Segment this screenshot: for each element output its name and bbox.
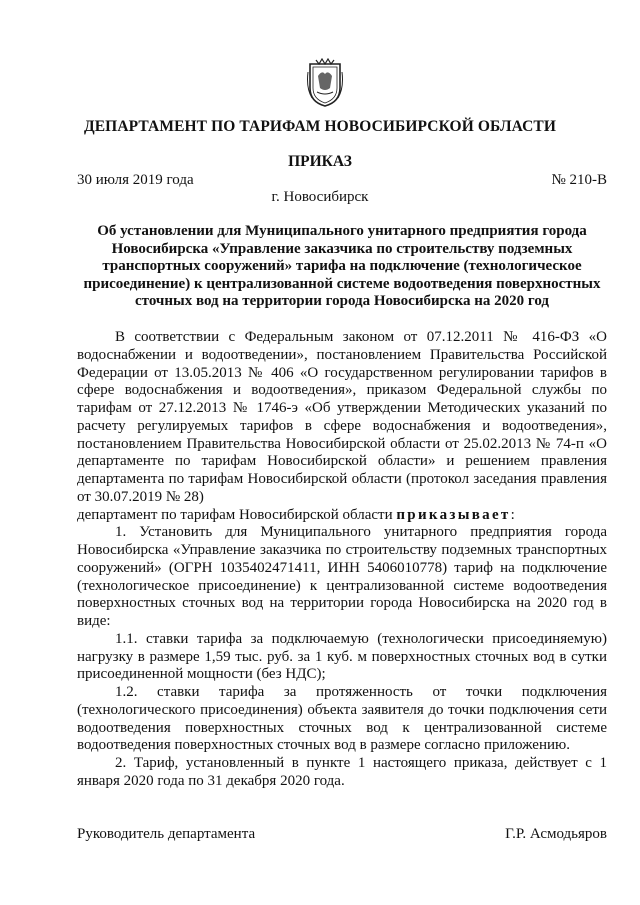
order-body xyxy=(77,329,607,791)
orders-line xyxy=(77,507,607,525)
orders-word: приказывает xyxy=(396,506,511,523)
order-subject: Об установлении для Муниципального унитарного предприятия города Новосибирска «Управление заказчика по строительству подземных транспортных сооружений» тарифа на подключение (технологическое присоединение) к централизованной системе водоотведения поверхностных сточных вод на территории города Новосибирска на 2020 год xyxy=(83,223,601,310)
order-item-1: 1. Установить для Муниципального унитарного предприятия города Новосибирска «Управление заказчика по строительству подземных транспортных сооружений» (ОГРН 1035402471411, ИНН 5406010778) тариф на подключение (технологическое присоединение) к централизованной системе водоотведения поверхностных сточных вод на территории города Новосибирска на 2020 год в виде: xyxy=(77,524,607,629)
department-name: ДЕПАРТАМЕНТ ПО ТАРИФАМ НОВОСИБИРСКОЙ ОБЛАСТИ xyxy=(83,118,557,135)
orders-colon: : xyxy=(510,506,515,523)
order-item-1-1: 1.1. ставки тарифа за подключаемую (технологически присоединяемую) нагрузку в размере 1,59 тыс. руб. за 1 куб. м поверхностных сточных вод в сутки присоединенной мощности (без НДС); xyxy=(77,630,607,683)
preamble-paragraph: В соответствии с Федеральным законом от 07.12.2011 № 416-ФЗ «О водоснабжении и водоотведении», постановлением Правительства Российской Федерации от 13.05.2013 № 406 «О государственном регулировании тарифов в сфере водоснабжения и водоотведения», приказом Федеральной службы по тарифам от 27.12.2013 № 1746-э «Об утверждении Методических указаний по расчету регулируемых тарифов в сфере водоснабжения и водоотведения», постановлением Правительства Новосибирской области от 25.02.2013 № 74-п «О департаменте по тарифам Новосибирской области» и решением правления департамента по тарифам Новосибирской области (протокол заседания правления от 30.07.2019 № 28) xyxy=(77,329,607,505)
orders-intro: департамент по тарифам Новосибирской области xyxy=(77,506,393,523)
signature-name: Г.Р. Асмодьяров xyxy=(505,826,607,842)
order-date: 30 июля 2019 года xyxy=(77,172,194,188)
document-type: ПРИКАЗ xyxy=(288,153,352,170)
order-item-2: 2. Тариф, установленный в пункте 1 настоящего приказа, действует с 1 января 2020 года по 31 декабря 2020 года. xyxy=(77,755,607,789)
order-city: г. Новосибирск xyxy=(271,189,369,205)
coat-of-arms-icon xyxy=(306,58,344,108)
order-number: № 210-В xyxy=(551,172,607,188)
signature-role: Руководитель департамента xyxy=(77,826,256,842)
order-item-1-2: 1.2. ставки тарифа за протяженность от точки подключения (технологического присоединения) объекта заявителя до точки подключения сети водоотведения поверхностных сточных вод к централизованной системе водоотведения поверхностных сточных вод в размере согласно приложению. xyxy=(77,684,607,754)
